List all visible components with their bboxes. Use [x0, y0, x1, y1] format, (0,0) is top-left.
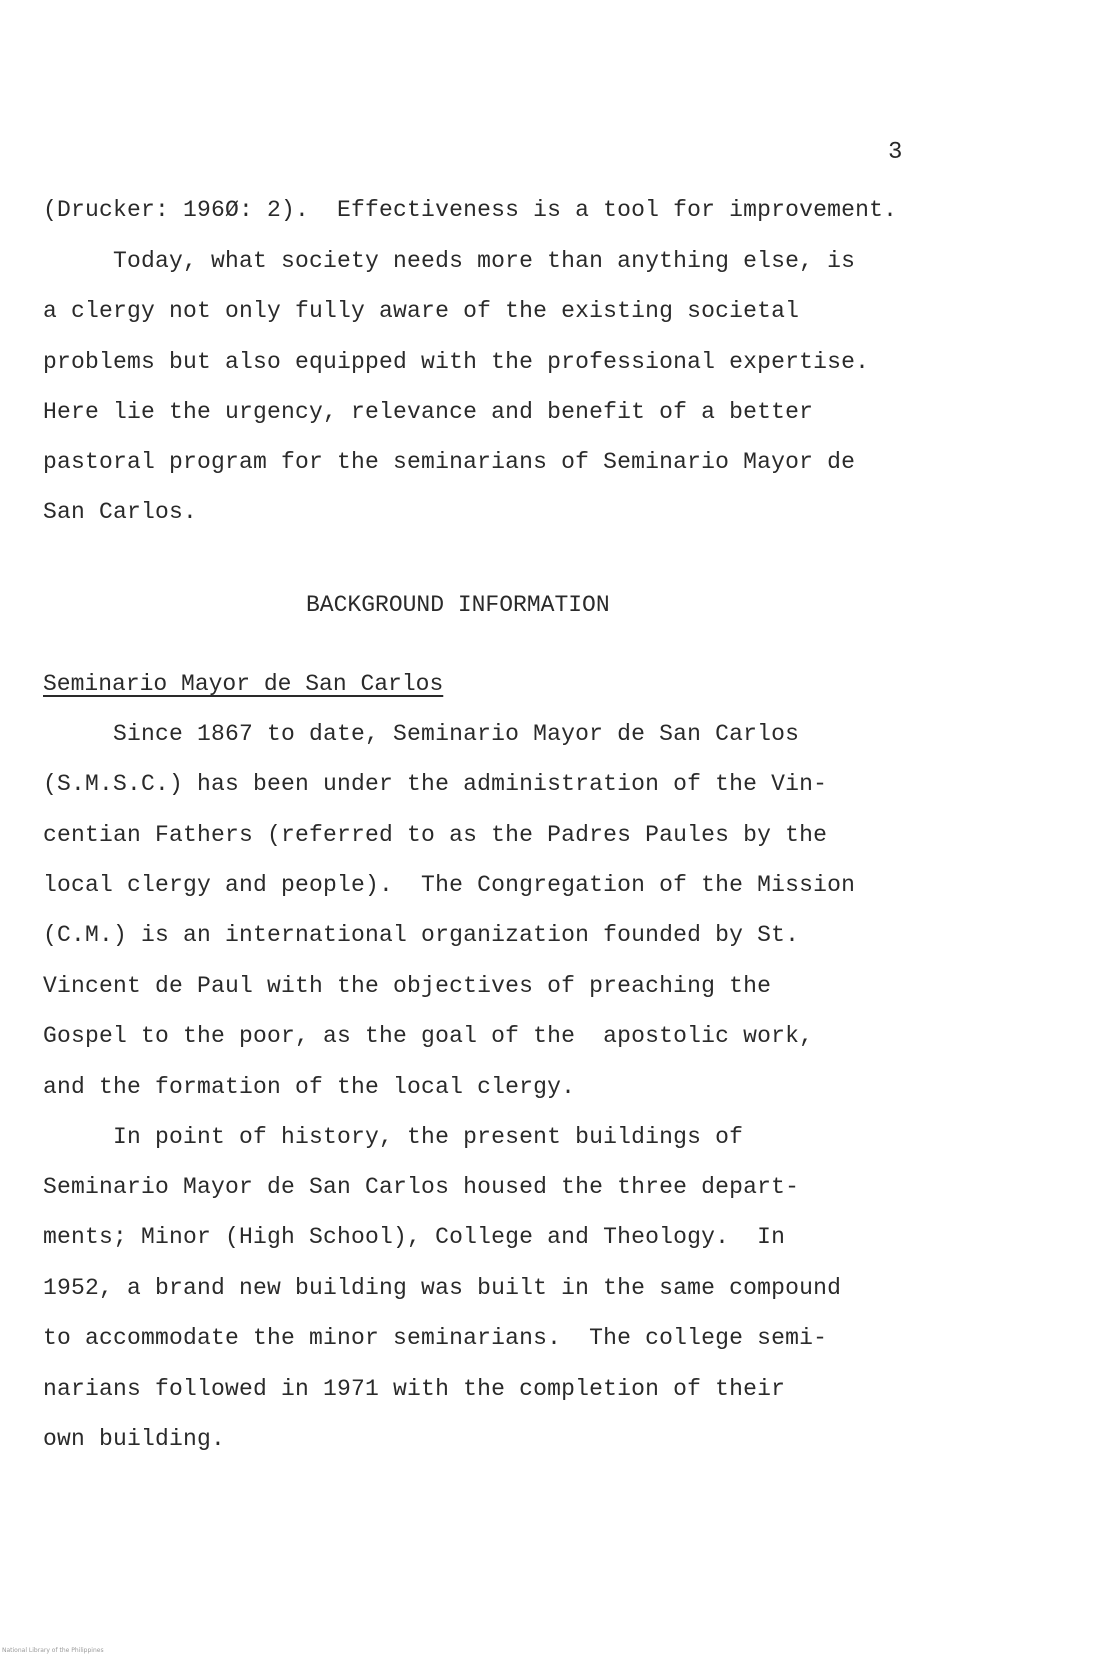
body-line-3: centian Fathers (referred to as the Padres Paules by the	[43, 822, 828, 848]
intro-line-3: a clergy not only fully aware of the existing societal	[43, 298, 800, 324]
body-line-1: Since 1867 to date, Seminario Mayor de San Carlos	[43, 721, 800, 747]
body-line-12: 1952, a brand new building was built in the same compound	[43, 1275, 842, 1301]
body-line-9: In point of history, the present buildings of	[43, 1124, 744, 1150]
body-line-11: ments; Minor (High School), College and Theology. In	[43, 1224, 786, 1250]
body-line-13: to accommodate the minor seminarians. The college semi-	[43, 1325, 828, 1351]
page-number: 3	[888, 139, 903, 166]
body-line-10: Seminario Mayor de San Carlos housed the three depart-	[43, 1174, 800, 1200]
scan-footer: National Library of the Philippines	[2, 1647, 104, 1654]
intro-line-5: Here lie the urgency, relevance and benefit of a better	[43, 399, 814, 425]
intro-line-2: Today, what society needs more than anything else, is	[43, 248, 856, 274]
body-line-14: narians followed in 1971 with the completion of their	[43, 1376, 786, 1402]
body-line-4: local clergy and people). The Congregation of the Mission	[43, 872, 856, 898]
intro-line-1: (Drucker: 196Ø: 2). Effectiveness is a tool for improvement.	[43, 197, 898, 223]
body-line-7: Gospel to the poor, as the goal of the apostolic work,	[43, 1023, 814, 1049]
body-line-15: own building.	[43, 1426, 226, 1452]
body-line-8: and the formation of the local clergy.	[43, 1074, 576, 1100]
section-heading: BACKGROUND INFORMATION	[306, 592, 610, 618]
intro-line-7: San Carlos.	[43, 499, 198, 525]
body-line-6: Vincent de Paul with the objectives of preaching the	[43, 973, 772, 999]
body-line-5: (C.M.) is an international organization founded by St.	[43, 922, 800, 948]
intro-line-6: pastoral program for the seminarians of Seminario Mayor de	[43, 449, 856, 475]
intro-line-4: problems but also equipped with the professional expertise.	[43, 349, 870, 375]
body-line-2: (S.M.S.C.) has been under the administration of the Vin-	[43, 771, 828, 797]
subsection-heading: Seminario Mayor de San Carlos	[43, 671, 444, 697]
